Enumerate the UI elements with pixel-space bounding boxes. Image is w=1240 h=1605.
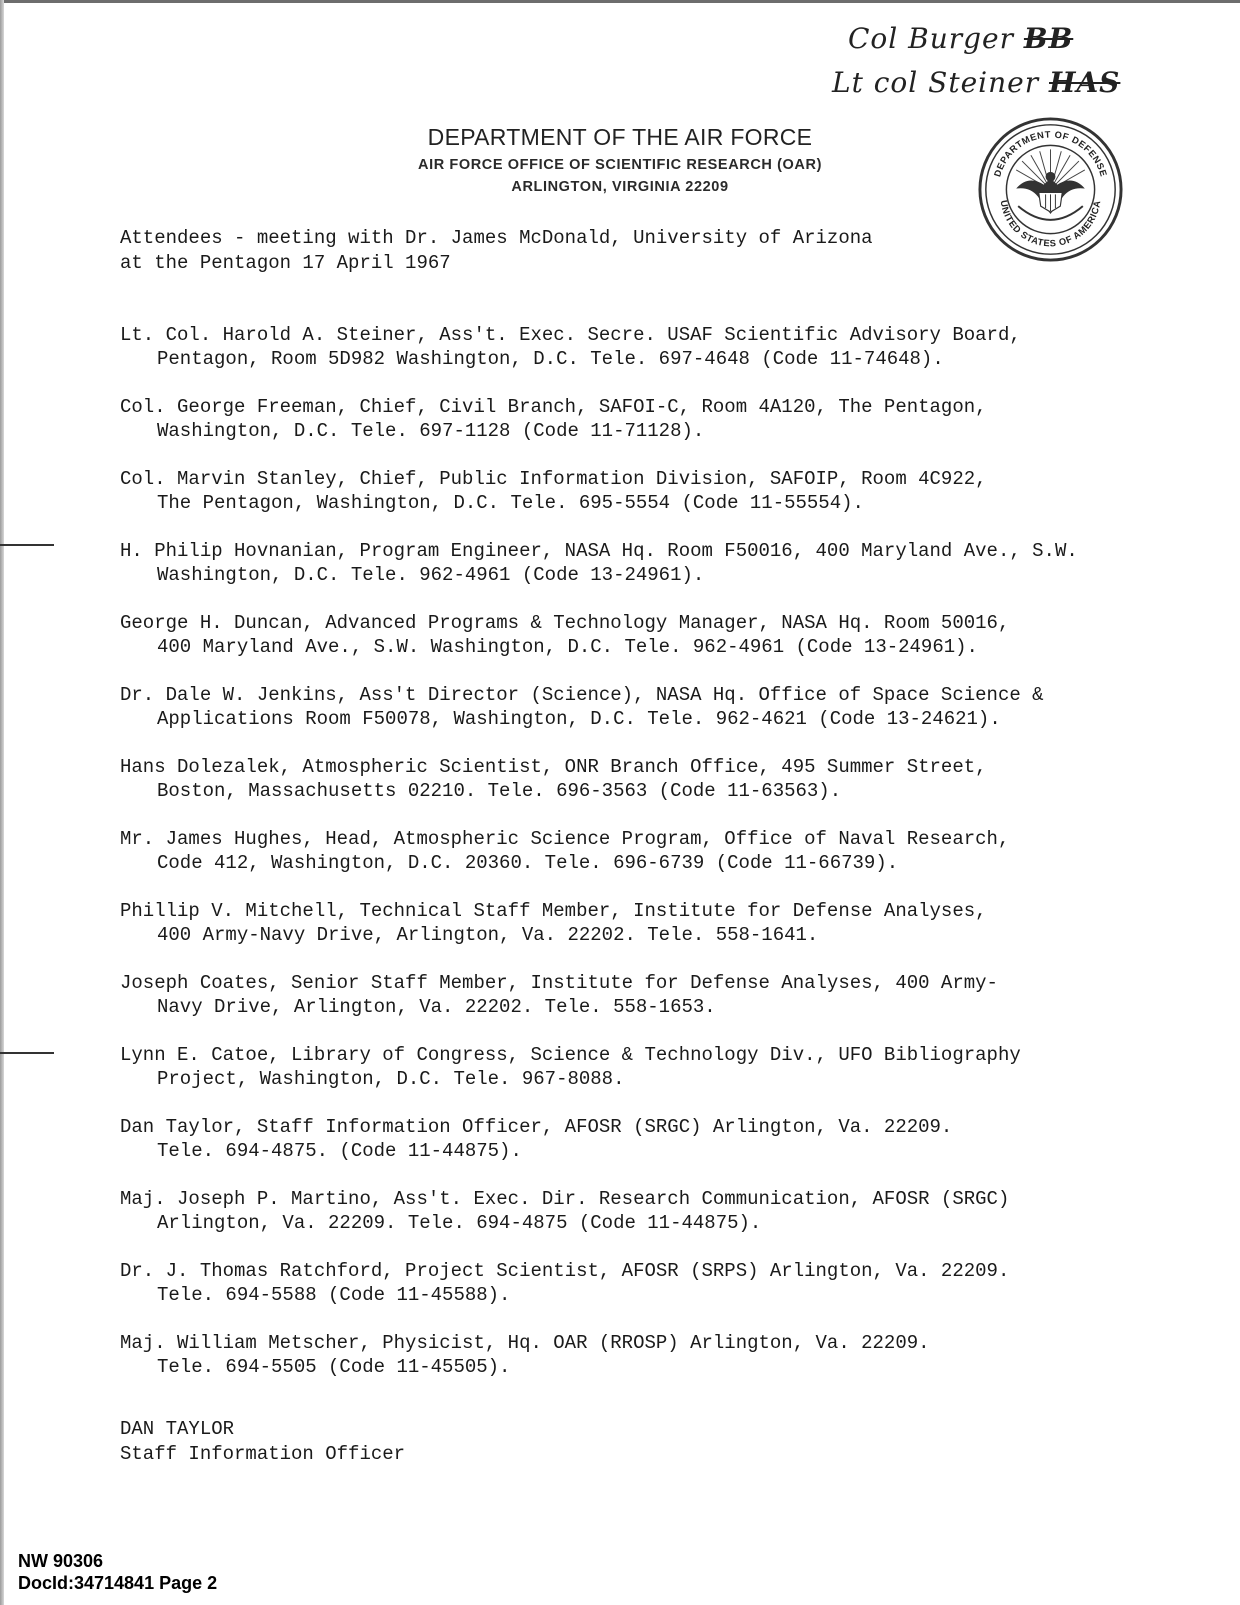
attendee-entry: [120, 467, 1210, 515]
attendee-list: [120, 323, 1210, 1379]
attendee-address-line: Project, Washington, D.C. Tele. 967-8088.: [157, 1068, 625, 1090]
record-number: NW 90306: [18, 1551, 104, 1571]
signer-title: Staff Information Officer: [120, 1443, 406, 1465]
margin-mark: [0, 544, 54, 546]
attendee-name-line: Col. George Freeman, Chief, Civil Branch, SAFOI-C, Room 4A120, The Pentagon,: [120, 396, 987, 418]
page-top-border: [0, 0, 1240, 3]
seal-bottom-text: UNITED STATES OF AMERICA: [998, 199, 1103, 249]
handwritten-routing-note: [832, 18, 1148, 108]
attendee-address-line: Code 412, Washington, D.C. 20360. Tele. 696-6739 (Code 11-66739).: [157, 852, 899, 874]
attendee-entry: [120, 971, 1210, 1019]
attendee-name-line: George H. Duncan, Advanced Programs & Technology Manager, NASA Hq. Room 50016,: [120, 612, 1010, 634]
attendee-entry: [120, 1187, 1210, 1235]
seal-top-text: DEPARTMENT OF DEFENSE: [992, 129, 1109, 178]
signature-block: [120, 1417, 1210, 1467]
attendee-address-line: 400 Maryland Ave., S.W. Washington, D.C. Tele. 962-4961 (Code 13-24961).: [157, 636, 978, 658]
attendee-address-line: The Pentagon, Washington, D.C. Tele. 695-5554 (Code 11-55554).: [157, 492, 864, 514]
attendee-address-line: Pentagon, Room 5D982 Washington, D.C. Tele. 697-4648 (Code 11-74648).: [157, 348, 944, 370]
attendee-address-line: Applications Room F50078, Washington, D.C. Tele. 962-4621 (Code 13-24621).: [157, 708, 1001, 730]
attendee-entry: [120, 611, 1210, 659]
handwritten-line-2: [832, 66, 1120, 99]
memo-body: [120, 226, 1210, 1467]
attendee-name-line: H. Philip Hovnanian, Program Engineer, NASA Hq. Room F50016, 400 Maryland Ave., S.W.: [120, 540, 1078, 562]
office-name: AIR FORCE OFFICE OF SCIENTIFIC RESEARCH (OAR): [418, 157, 822, 173]
archive-footer: [18, 1550, 217, 1594]
attendee-name-line: Dr. Dale W. Jenkins, Ass't Director (Science), NASA Hq. Office of Space Science &: [120, 684, 1044, 706]
handwritten-name: Lt col Steiner: [832, 66, 1040, 99]
attendee-address-line: 400 Army-Navy Drive, Arlington, Va. 22202. Tele. 558-1641.: [157, 924, 819, 946]
attendee-address-line: Navy Drive, Arlington, Va. 22202. Tele. 558-1653.: [157, 996, 716, 1018]
page-left-border: [0, 0, 4, 1605]
attendee-entry: [120, 395, 1210, 443]
attendee-address-line: Boston, Massachusetts 02210. Tele. 696-3563 (Code 11-63563).: [157, 780, 842, 802]
attendee-entry: [120, 683, 1210, 731]
attendee-name-line: Dr. J. Thomas Ratchford, Project Scientist, AFOSR (SRPS) Arlington, Va. 22209.: [120, 1260, 1010, 1282]
attendee-address-line: Arlington, Va. 22209. Tele. 694-4875 (Code 11-44875).: [157, 1212, 762, 1234]
attendee-address-line: Washington, D.C. Tele. 697-1128 (Code 11-71128).: [157, 420, 705, 442]
margin-mark: [0, 1052, 54, 1054]
attendee-address-line: Tele. 694-4875. (Code 11-44875).: [157, 1140, 522, 1162]
office-location: ARLINGTON, VIRGINIA 22209: [511, 179, 729, 195]
attendee-name-line: Maj. Joseph P. Martino, Ass't. Exec. Dir. Research Communication, AFOSR (SRGC): [120, 1188, 1010, 1210]
attendee-name-line: Joseph Coates, Senior Staff Member, Institute for Defense Analyses, 400 Army-: [120, 972, 998, 994]
attendee-name-line: Lynn E. Catoe, Library of Congress, Science & Technology Div., UFO Bibliography: [120, 1044, 1021, 1066]
attendee-entry: [120, 827, 1210, 875]
attendee-name-line: Lt. Col. Harold A. Steiner, Ass't. Exec. Secre. USAF Scientific Advisory Board,: [120, 324, 1021, 346]
attendee-entry: [120, 899, 1210, 947]
handwritten-line-1: [848, 22, 1073, 55]
doc-id-page: DocId:34714841 Page 2: [18, 1573, 218, 1593]
attendee-name-line: Dan Taylor, Staff Information Officer, AFOSR (SRGC) Arlington, Va. 22209.: [120, 1116, 953, 1138]
attendee-entry: [120, 755, 1210, 803]
attendee-entry: [120, 539, 1210, 587]
attendee-entry: [120, 1331, 1210, 1379]
letterhead: [300, 124, 940, 195]
attendee-entry: [120, 1043, 1210, 1091]
memo-subject-line-2: at the Pentagon 17 April 1967: [120, 252, 451, 274]
handwritten-initials: HAS: [1049, 66, 1121, 99]
attendee-address-line: Tele. 694-5505 (Code 11-45505).: [157, 1356, 511, 1378]
attendee-name-line: Mr. James Hughes, Head, Atmospheric Science Program, Office of Naval Research,: [120, 828, 1010, 850]
memo-subject-line-1: Attendees - meeting with Dr. James McDonald, University of Arizona: [120, 227, 873, 249]
department-title: DEPARTMENT OF THE AIR FORCE: [427, 124, 813, 150]
attendee-name-line: Col. Marvin Stanley, Chief, Public Information Division, SAFOIP, Room 4C922,: [120, 468, 987, 490]
attendee-name-line: Hans Dolezalek, Atmospheric Scientist, ONR Branch Office, 495 Summer Street,: [120, 756, 987, 778]
attendee-address-line: Tele. 694-5588 (Code 11-45588).: [157, 1284, 511, 1306]
attendee-entry: [120, 1259, 1210, 1307]
attendee-entry: [120, 1115, 1210, 1163]
attendee-name-line: Phillip V. Mitchell, Technical Staff Member, Institute for Defense Analyses,: [120, 900, 987, 922]
handwritten-name: Col Burger: [848, 22, 1015, 55]
handwritten-initials: BB: [1023, 22, 1074, 55]
attendee-entry: [120, 323, 1210, 371]
attendee-name-line: Maj. William Metscher, Physicist, Hq. OAR (RROSP) Arlington, Va. 22209.: [120, 1332, 930, 1354]
signer-name: DAN TAYLOR: [120, 1418, 235, 1440]
attendee-address-line: Washington, D.C. Tele. 962-4961 (Code 13-24961).: [157, 564, 705, 586]
